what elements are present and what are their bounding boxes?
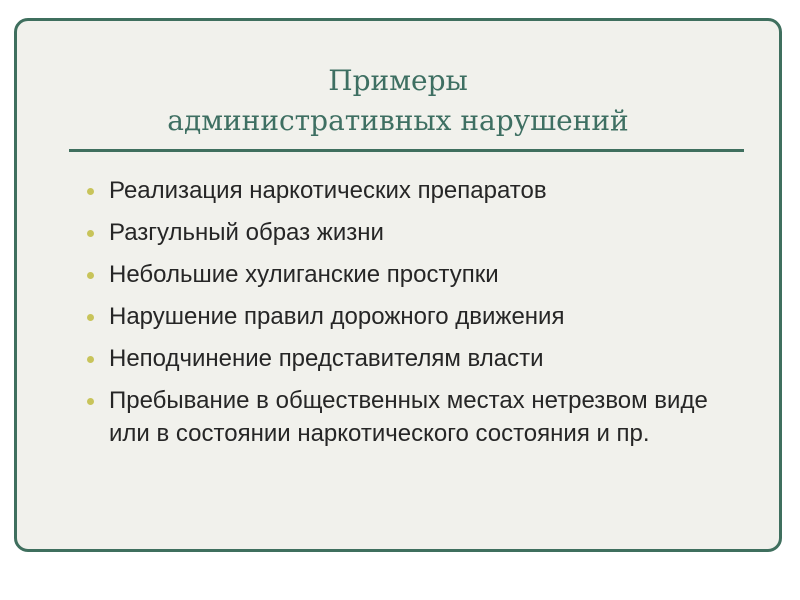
bullet-dot-icon xyxy=(87,314,94,321)
slide-frame xyxy=(14,18,782,552)
bullet-item xyxy=(87,342,709,375)
bullet-dot-icon xyxy=(87,356,94,363)
bullet-item xyxy=(87,216,709,249)
bullet-text: Реализация наркотических препаратов xyxy=(109,177,547,204)
bullet-text: Небольшие хулиганские проступки xyxy=(109,261,499,288)
bullet-dot-icon xyxy=(87,272,94,279)
bullet-text: Разгульный образ жизни xyxy=(109,219,384,246)
bullet-list xyxy=(87,174,709,459)
bullet-item xyxy=(87,384,709,450)
bullet-dot-icon xyxy=(87,230,94,237)
bullet-text: Пребывание в общественных местах нетрезвом виде или в состоянии наркотического состояния и пр. xyxy=(109,387,708,447)
bullet-text: Нарушение правил дорожного движения xyxy=(109,303,565,330)
title-line-1: Примеры xyxy=(328,64,468,97)
bullet-dot-icon xyxy=(87,398,94,405)
slide-title xyxy=(17,61,779,141)
bullet-item xyxy=(87,300,709,333)
title-divider xyxy=(69,149,744,152)
bullet-text: Неподчинение представителям власти xyxy=(109,345,544,372)
bullet-dot-icon xyxy=(87,188,94,195)
bullet-item xyxy=(87,258,709,291)
bullet-item xyxy=(87,174,709,207)
title-line-2: административных нарушений xyxy=(167,104,629,137)
